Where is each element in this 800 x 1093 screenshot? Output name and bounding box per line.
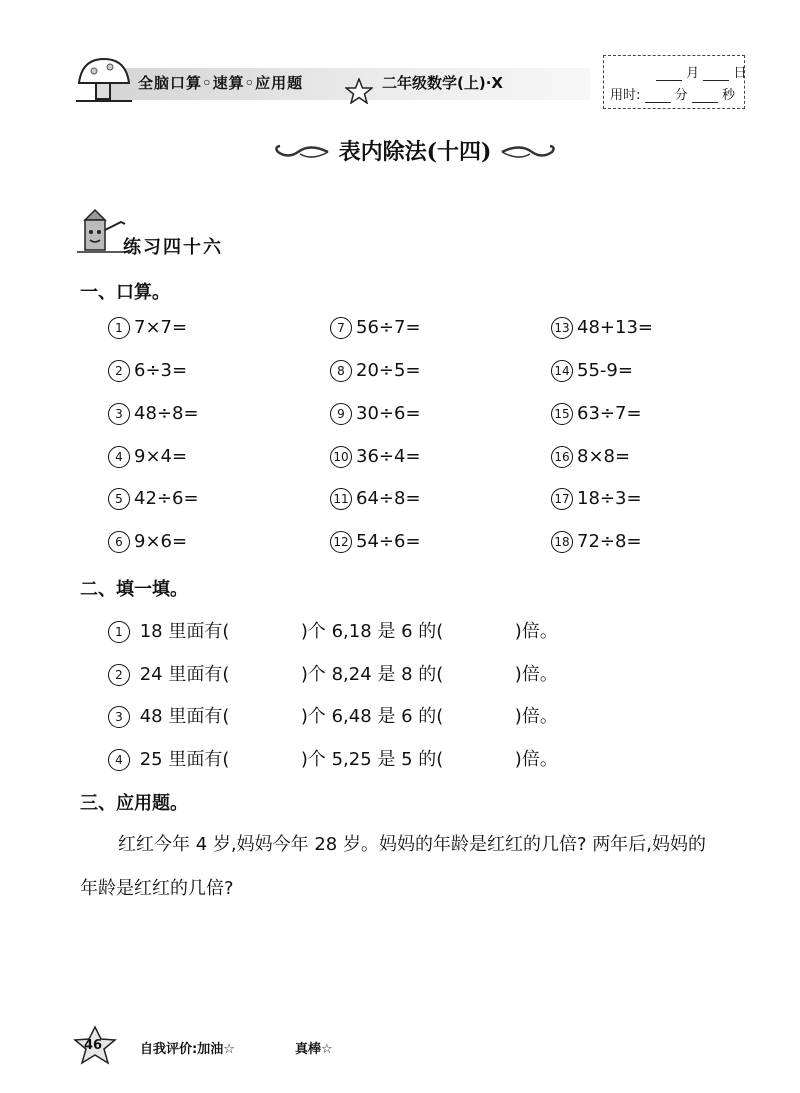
problem-expression: 20÷5= <box>356 360 421 381</box>
problem-expression: 48÷8= <box>134 403 199 424</box>
oral-problem <box>551 446 630 468</box>
right-ornament-icon <box>500 141 560 163</box>
fill-number: 4 <box>108 749 130 771</box>
problem-expression: 18÷3= <box>577 488 642 509</box>
problem-number: 17 <box>551 488 573 510</box>
second-label: 秒 <box>721 88 735 103</box>
problem-expression: 64÷8= <box>356 488 421 509</box>
oral-problem <box>551 360 633 382</box>
problem-number: 11 <box>330 488 352 510</box>
problem-expression: 56÷7= <box>356 317 421 338</box>
problem-expression: 30÷6= <box>356 403 421 424</box>
oral-problem <box>108 531 187 553</box>
fill-item <box>108 660 558 686</box>
oral-problem <box>330 403 421 425</box>
problem-expression: 72÷8= <box>577 531 642 552</box>
day-label: 日 <box>733 66 747 81</box>
oral-problem <box>551 488 642 510</box>
problem-expression: 9×6= <box>134 531 188 552</box>
exercise-title: 练习四十六 <box>123 237 223 258</box>
minute-label: 分 <box>674 88 688 103</box>
day-blank[interactable] <box>703 68 729 81</box>
oral-problem <box>330 317 421 339</box>
time-box <box>603 55 745 109</box>
fill-text: )个 6,18 是 6 的( <box>300 621 444 642</box>
section-oral-heading: 一、口算。 <box>80 282 170 303</box>
oral-problem <box>551 531 642 553</box>
subject-title: 二年级数学(上)·X <box>382 74 503 92</box>
problem-number: 7 <box>330 317 352 339</box>
problem-number: 10 <box>330 446 352 468</box>
page-header <box>0 0 800 120</box>
oral-problem <box>108 488 199 510</box>
problem-expression: 54÷6= <box>356 531 421 552</box>
fill-item <box>108 702 558 728</box>
oral-problem <box>108 403 199 425</box>
word-problem-line-1: 红红今年 4 岁,妈妈今年 28 岁。妈妈的年龄是红红的几倍? 两年后,妈妈的 <box>118 834 706 855</box>
fill-number: 1 <box>108 621 130 643</box>
oral-problem <box>108 317 187 339</box>
oral-problem <box>330 488 421 510</box>
left-ornament-icon <box>270 141 330 163</box>
self-eval-label: 自我评价:加油☆ <box>140 1042 235 1057</box>
problem-number: 8 <box>330 360 352 382</box>
fill-number: 3 <box>108 706 130 728</box>
problem-number: 13 <box>551 317 573 339</box>
month-blank[interactable] <box>656 68 682 81</box>
fill-text: )倍。 <box>514 706 558 727</box>
fill-text: 24 里面有( <box>139 664 230 685</box>
problem-number: 2 <box>108 360 130 382</box>
series-title: 全脑口算◦速算◦应用题 <box>138 74 304 92</box>
problem-expression: 8×8= <box>577 446 631 467</box>
problem-number: 5 <box>108 488 130 510</box>
problem-expression: 9×4= <box>134 446 188 467</box>
fill-item <box>108 617 558 643</box>
problem-number: 3 <box>108 403 130 425</box>
problem-expression: 55-9= <box>577 360 633 381</box>
time-label: 用时: <box>610 88 641 103</box>
oral-problem <box>330 446 421 468</box>
fill-text: 25 里面有( <box>139 749 230 770</box>
problem-number: 18 <box>551 531 573 553</box>
month-label: 月 <box>686 66 700 81</box>
page-title-wrap <box>270 135 560 169</box>
problem-number: 9 <box>330 403 352 425</box>
fill-text: )个 8,24 是 8 的( <box>300 664 444 685</box>
oral-problem <box>551 403 642 425</box>
section-word-problem-heading: 三、应用题。 <box>80 793 188 814</box>
word-problem-line-2: 年龄是红红的几倍? <box>80 878 234 899</box>
fill-text: )倍。 <box>514 749 558 770</box>
oral-problem <box>108 360 187 382</box>
great-label: 真棒☆ <box>295 1042 333 1057</box>
problem-number: 12 <box>330 531 352 553</box>
page-title: 表内除法(十四) <box>338 139 492 165</box>
problem-expression: 7×7= <box>134 317 188 338</box>
problem-number: 14 <box>551 360 573 382</box>
oral-problem <box>551 317 653 339</box>
problem-expression: 63÷7= <box>577 403 642 424</box>
problem-number: 6 <box>108 531 130 553</box>
oral-problem <box>330 360 421 382</box>
mushroom-icon <box>74 55 134 105</box>
problem-number: 1 <box>108 317 130 339</box>
fill-text: )个 5,25 是 5 的( <box>300 749 444 770</box>
fill-number: 2 <box>108 664 130 686</box>
problem-expression: 36÷4= <box>356 446 421 467</box>
fill-text: 18 里面有( <box>139 621 230 642</box>
problem-number: 15 <box>551 403 573 425</box>
oral-problem <box>330 531 421 553</box>
fill-text: )倍。 <box>514 664 558 685</box>
problem-expression: 6÷3= <box>134 360 188 381</box>
fill-text: )倍。 <box>514 621 558 642</box>
problem-number: 16 <box>551 446 573 468</box>
section-fill-heading: 二、填一填。 <box>80 579 188 600</box>
fill-text: 48 里面有( <box>139 706 230 727</box>
oral-problem <box>108 446 187 468</box>
problem-expression: 42÷6= <box>134 488 199 509</box>
page-number: 46 <box>84 1038 103 1053</box>
star-icon <box>345 78 373 104</box>
problem-expression: 48+13= <box>577 317 653 338</box>
second-blank[interactable] <box>692 90 718 103</box>
page-footer <box>70 1025 390 1065</box>
problem-number: 4 <box>108 446 130 468</box>
minute-blank[interactable] <box>645 90 671 103</box>
fill-text: )个 6,48 是 6 的( <box>300 706 444 727</box>
fill-item <box>108 745 558 771</box>
